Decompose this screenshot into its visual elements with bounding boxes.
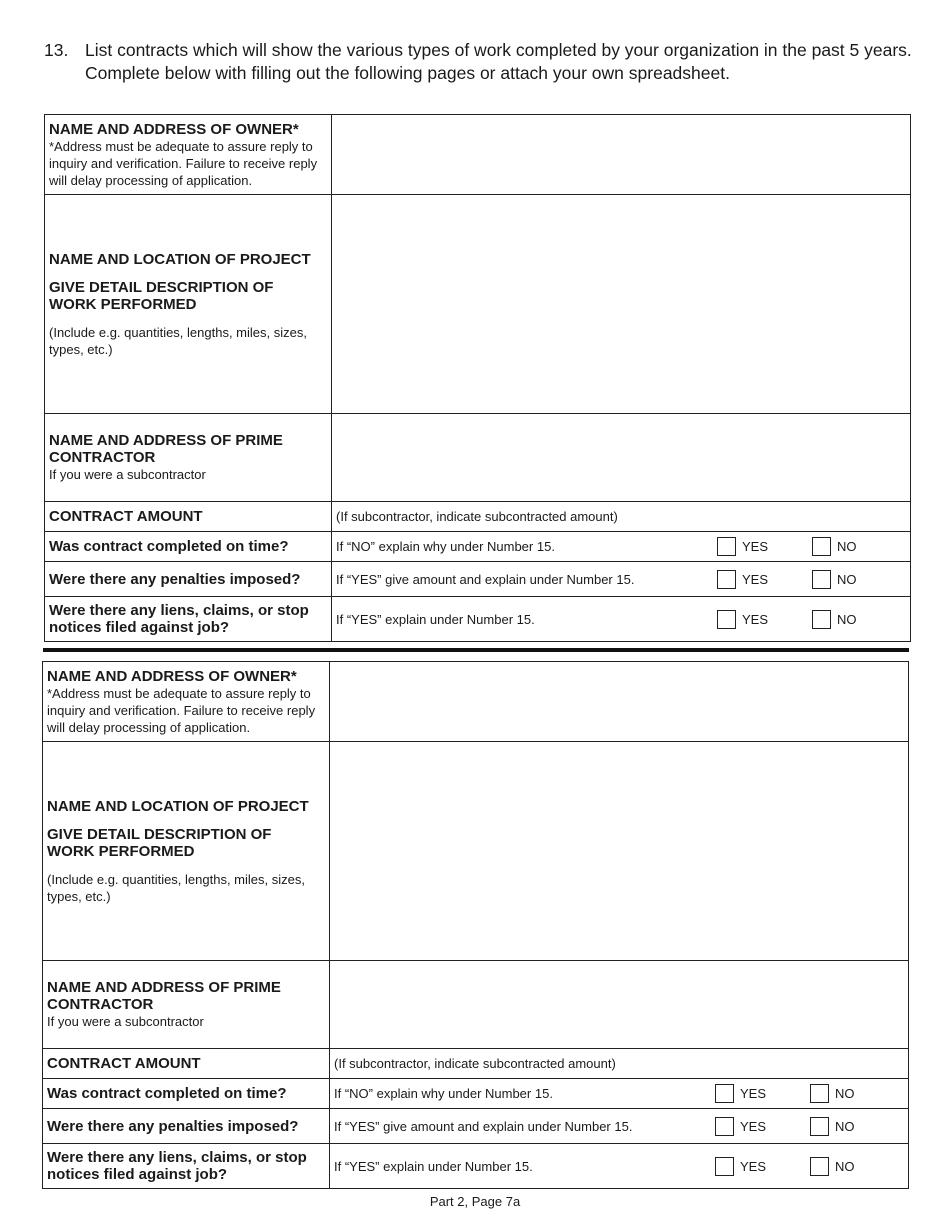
ontime-label-cell bbox=[43, 1079, 330, 1109]
work-title-line1: GIVE DETAIL DESCRIPTION OF bbox=[47, 825, 272, 843]
penalties-no-checkbox[interactable] bbox=[812, 570, 831, 589]
prime-field[interactable] bbox=[330, 961, 909, 1049]
liens-note: If “YES” explain under Number 15. bbox=[334, 1158, 533, 1174]
no-label: NO bbox=[835, 1158, 855, 1174]
ontime-no-checkbox[interactable] bbox=[810, 1084, 829, 1103]
ontime-yes-option[interactable] bbox=[717, 537, 812, 556]
penalties-yes-checkbox[interactable] bbox=[717, 570, 736, 589]
prime-field[interactable] bbox=[332, 414, 911, 502]
amount-note: (If subcontractor, indicate subcontracted amount) bbox=[334, 1056, 616, 1071]
amount-note: (If subcontractor, indicate subcontracted amount) bbox=[336, 509, 618, 524]
owner-label-cell bbox=[43, 662, 330, 742]
work-title-line1: GIVE DETAIL DESCRIPTION OF bbox=[49, 278, 274, 296]
liens-no-option[interactable] bbox=[812, 610, 872, 629]
prime-note: If you were a subcontractor bbox=[49, 467, 206, 482]
ontime-question: Was contract completed on time? bbox=[49, 538, 289, 555]
project-title: NAME AND LOCATION OF PROJECT bbox=[49, 250, 311, 268]
no-label: NO bbox=[835, 1118, 855, 1134]
penalties-answer-cell bbox=[330, 1109, 909, 1144]
project-label-cell bbox=[45, 195, 332, 414]
ontime-no-option[interactable] bbox=[812, 537, 872, 556]
no-label: NO bbox=[837, 539, 857, 554]
penalties-answer-cell bbox=[332, 562, 911, 597]
liens-label-cell bbox=[45, 597, 332, 642]
yes-label: YES bbox=[742, 611, 769, 627]
ontime-yes-option[interactable] bbox=[715, 1084, 810, 1103]
liens-yes-option[interactable] bbox=[715, 1157, 810, 1176]
ontime-no-option[interactable] bbox=[810, 1084, 870, 1103]
ontime-note: If “NO” explain why under Number 15. bbox=[336, 539, 555, 554]
ontime-yes-checkbox[interactable] bbox=[717, 537, 736, 556]
penalties-question: Were there any penalties imposed? bbox=[47, 1117, 299, 1135]
ontime-question: Was contract completed on time? bbox=[47, 1085, 287, 1102]
work-title-line2: WORK PERFORMED bbox=[49, 295, 197, 313]
owner-label-cell bbox=[45, 115, 332, 195]
liens-answer-cell bbox=[330, 1144, 909, 1189]
prime-label-cell bbox=[45, 414, 332, 502]
penalties-label-cell bbox=[45, 562, 332, 597]
prime-title: NAME AND ADDRESS OF PRIME CONTRACTOR bbox=[47, 979, 281, 1013]
work-note: (Include e.g. quantities, lengths, miles, sizes, types, etc.) bbox=[49, 324, 307, 357]
project-work-field[interactable] bbox=[330, 742, 909, 961]
section-divider bbox=[43, 648, 909, 652]
yes-label: YES bbox=[740, 1118, 767, 1134]
penalties-no-option[interactable] bbox=[812, 570, 872, 589]
ontime-answer-cell bbox=[330, 1079, 909, 1109]
penalties-no-checkbox[interactable] bbox=[810, 1117, 829, 1136]
penalties-yes-option[interactable] bbox=[717, 570, 812, 589]
contract-block-1 bbox=[44, 114, 911, 642]
no-label: NO bbox=[837, 571, 857, 587]
amount-label-cell bbox=[43, 1049, 330, 1079]
penalties-note: If “YES” give amount and explain under Number 15. bbox=[334, 1118, 633, 1134]
amount-title: CONTRACT AMOUNT bbox=[49, 508, 203, 525]
amount-label-cell bbox=[45, 502, 332, 532]
page-footer: Part 2, Page 7a bbox=[429, 1194, 521, 1209]
liens-no-checkbox[interactable] bbox=[810, 1157, 829, 1176]
owner-note: *Address must be adequate to assure reply to inquiry and verification. Failure to receive reply will delay processing of application. bbox=[49, 138, 318, 188]
ontime-label-cell bbox=[45, 532, 332, 562]
no-label: NO bbox=[835, 1086, 855, 1101]
liens-question: Were there any liens, claims, or stop notices filed against job? bbox=[47, 1149, 307, 1183]
project-label-cell bbox=[43, 742, 330, 961]
prime-title: NAME AND ADDRESS OF PRIME CONTRACTOR bbox=[49, 432, 283, 466]
liens-answer-cell bbox=[332, 597, 911, 642]
prime-note: If you were a subcontractor bbox=[47, 1014, 204, 1029]
owner-note: *Address must be adequate to assure reply to inquiry and verification. Failure to receive reply will delay processing of application. bbox=[47, 685, 316, 735]
work-title-line2: WORK PERFORMED bbox=[47, 842, 195, 860]
liens-yes-checkbox[interactable] bbox=[715, 1157, 734, 1176]
yes-label: YES bbox=[740, 1158, 767, 1174]
liens-yes-checkbox[interactable] bbox=[717, 610, 736, 629]
penalties-no-option[interactable] bbox=[810, 1117, 870, 1136]
penalties-note: If “YES” give amount and explain under Number 15. bbox=[336, 571, 635, 587]
question-text: List contracts which will show the various types of work completed by your organization in the past 5 years. Complete below with filling out the following pages or attach your own spreadsheet. bbox=[85, 40, 912, 83]
project-work-field[interactable] bbox=[332, 195, 911, 414]
prime-label-cell bbox=[43, 961, 330, 1049]
liens-label-cell bbox=[43, 1144, 330, 1189]
yes-label: YES bbox=[742, 539, 769, 554]
owner-field[interactable] bbox=[330, 662, 909, 742]
no-label: NO bbox=[837, 611, 857, 627]
work-note: (Include e.g. quantities, lengths, miles, sizes, types, etc.) bbox=[47, 871, 305, 904]
owner-title: NAME AND ADDRESS OF OWNER* bbox=[47, 667, 297, 685]
liens-no-option[interactable] bbox=[810, 1157, 870, 1176]
liens-no-checkbox[interactable] bbox=[812, 610, 831, 629]
ontime-note: If “NO” explain why under Number 15. bbox=[334, 1086, 553, 1101]
ontime-yes-checkbox[interactable] bbox=[715, 1084, 734, 1103]
owner-field[interactable] bbox=[332, 115, 911, 195]
penalties-question: Were there any penalties imposed? bbox=[49, 570, 301, 588]
yes-label: YES bbox=[742, 571, 769, 587]
question-13 bbox=[44, 39, 914, 85]
liens-note: If “YES” explain under Number 15. bbox=[336, 611, 535, 627]
amount-field[interactable] bbox=[330, 1049, 909, 1079]
owner-title: NAME AND ADDRESS OF OWNER* bbox=[49, 120, 299, 138]
penalties-yes-checkbox[interactable] bbox=[715, 1117, 734, 1136]
yes-label: YES bbox=[740, 1086, 767, 1101]
amount-title: CONTRACT AMOUNT bbox=[47, 1055, 201, 1072]
question-number: 13. bbox=[44, 40, 69, 60]
contract-block-2 bbox=[42, 661, 909, 1189]
penalties-label-cell bbox=[43, 1109, 330, 1144]
amount-field[interactable] bbox=[332, 502, 911, 532]
penalties-yes-option[interactable] bbox=[715, 1117, 810, 1136]
ontime-no-checkbox[interactable] bbox=[812, 537, 831, 556]
liens-yes-option[interactable] bbox=[717, 610, 812, 629]
project-title: NAME AND LOCATION OF PROJECT bbox=[47, 797, 309, 815]
liens-question: Were there any liens, claims, or stop notices filed against job? bbox=[49, 602, 309, 636]
ontime-answer-cell bbox=[332, 532, 911, 562]
